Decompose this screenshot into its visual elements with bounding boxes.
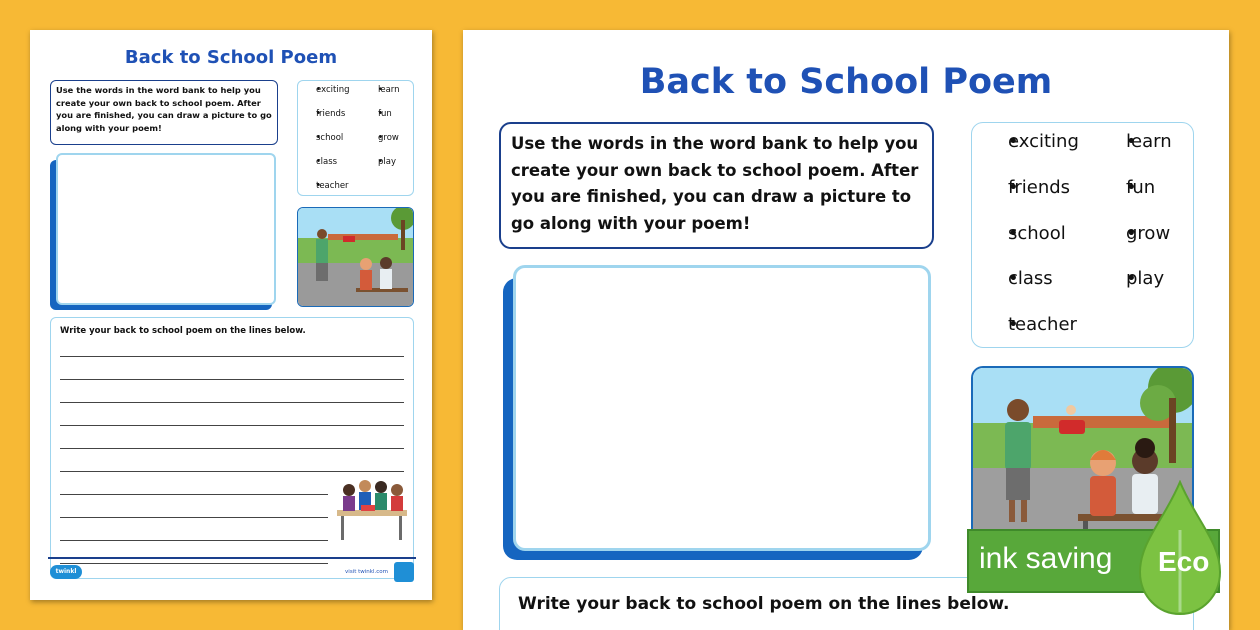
writing-line[interactable] [60, 494, 328, 495]
writing-line[interactable] [60, 425, 404, 426]
preview-instructions-box [50, 80, 278, 145]
word-item: • play [1126, 268, 1164, 289]
preview-footer [48, 557, 416, 587]
writing-line[interactable] [60, 379, 404, 380]
preview-drawing-box[interactable] [56, 153, 276, 305]
zoom-word-list [972, 123, 1195, 349]
word-item: • grow [1126, 223, 1170, 244]
zoom-word-bank [971, 122, 1194, 348]
preview-title: Back to School Poem [124, 47, 338, 68]
zoom-lines-prompt: Write your back to school poem on the lines below. [518, 594, 1010, 614]
word-item: • learn [378, 85, 400, 95]
word-item: • fun [1126, 177, 1155, 198]
preview-instructions-text: Use the words in the word bank to help you create your own back to school poem. After you are finished, you can draw a picture to go along with your poem! [56, 85, 272, 133]
word-item: • friends [1008, 177, 1070, 198]
word-item: • exciting [1008, 131, 1079, 152]
word-item: • play [378, 157, 396, 167]
word-item: • class [1008, 268, 1053, 289]
word-item: • class [316, 157, 337, 167]
preview-lines-box [50, 317, 414, 579]
zoom-drawing-box[interactable] [513, 265, 931, 551]
writing-line[interactable] [60, 356, 404, 357]
writing-line[interactable] [60, 517, 328, 518]
preview-school-illustration [297, 207, 414, 307]
writing-line[interactable] [60, 448, 404, 449]
word-item: • fun [378, 109, 392, 119]
classroom-illustration [333, 478, 409, 544]
footer-url[interactable]: visit twinkl.com [345, 569, 388, 575]
preview-word-bank [297, 80, 414, 196]
twinkl-logo: twinkl [50, 565, 82, 579]
twinkl-badge-icon [394, 562, 414, 582]
eco-label: Eco [1158, 546, 1210, 577]
word-item: • exciting [316, 85, 349, 95]
preview-lines-prompt: Write your back to school poem on the lines below. [60, 326, 306, 336]
word-item: • friends [316, 109, 345, 119]
word-item: • grow [378, 133, 399, 143]
word-item: • school [316, 133, 343, 143]
preview-word-list [298, 81, 415, 197]
worksheet-preview-page[interactable] [30, 30, 432, 600]
writing-line[interactable] [60, 471, 404, 472]
zoom-title: Back to School Poem [639, 62, 1053, 102]
ink-saving-label: ink saving [979, 542, 1113, 575]
word-item: • school [1008, 223, 1066, 244]
writing-line[interactable] [60, 402, 404, 403]
zoom-instructions-text: Use the words in the word bank to help you create your own back to school poem. After you are finished, you can draw a picture to go along with your poem! [511, 134, 919, 233]
word-item: • learn [1126, 131, 1172, 152]
zoom-instructions-box [499, 122, 934, 249]
writing-line[interactable] [60, 540, 328, 541]
word-item: • teacher [1008, 314, 1077, 335]
word-item: • teacher [316, 181, 349, 191]
